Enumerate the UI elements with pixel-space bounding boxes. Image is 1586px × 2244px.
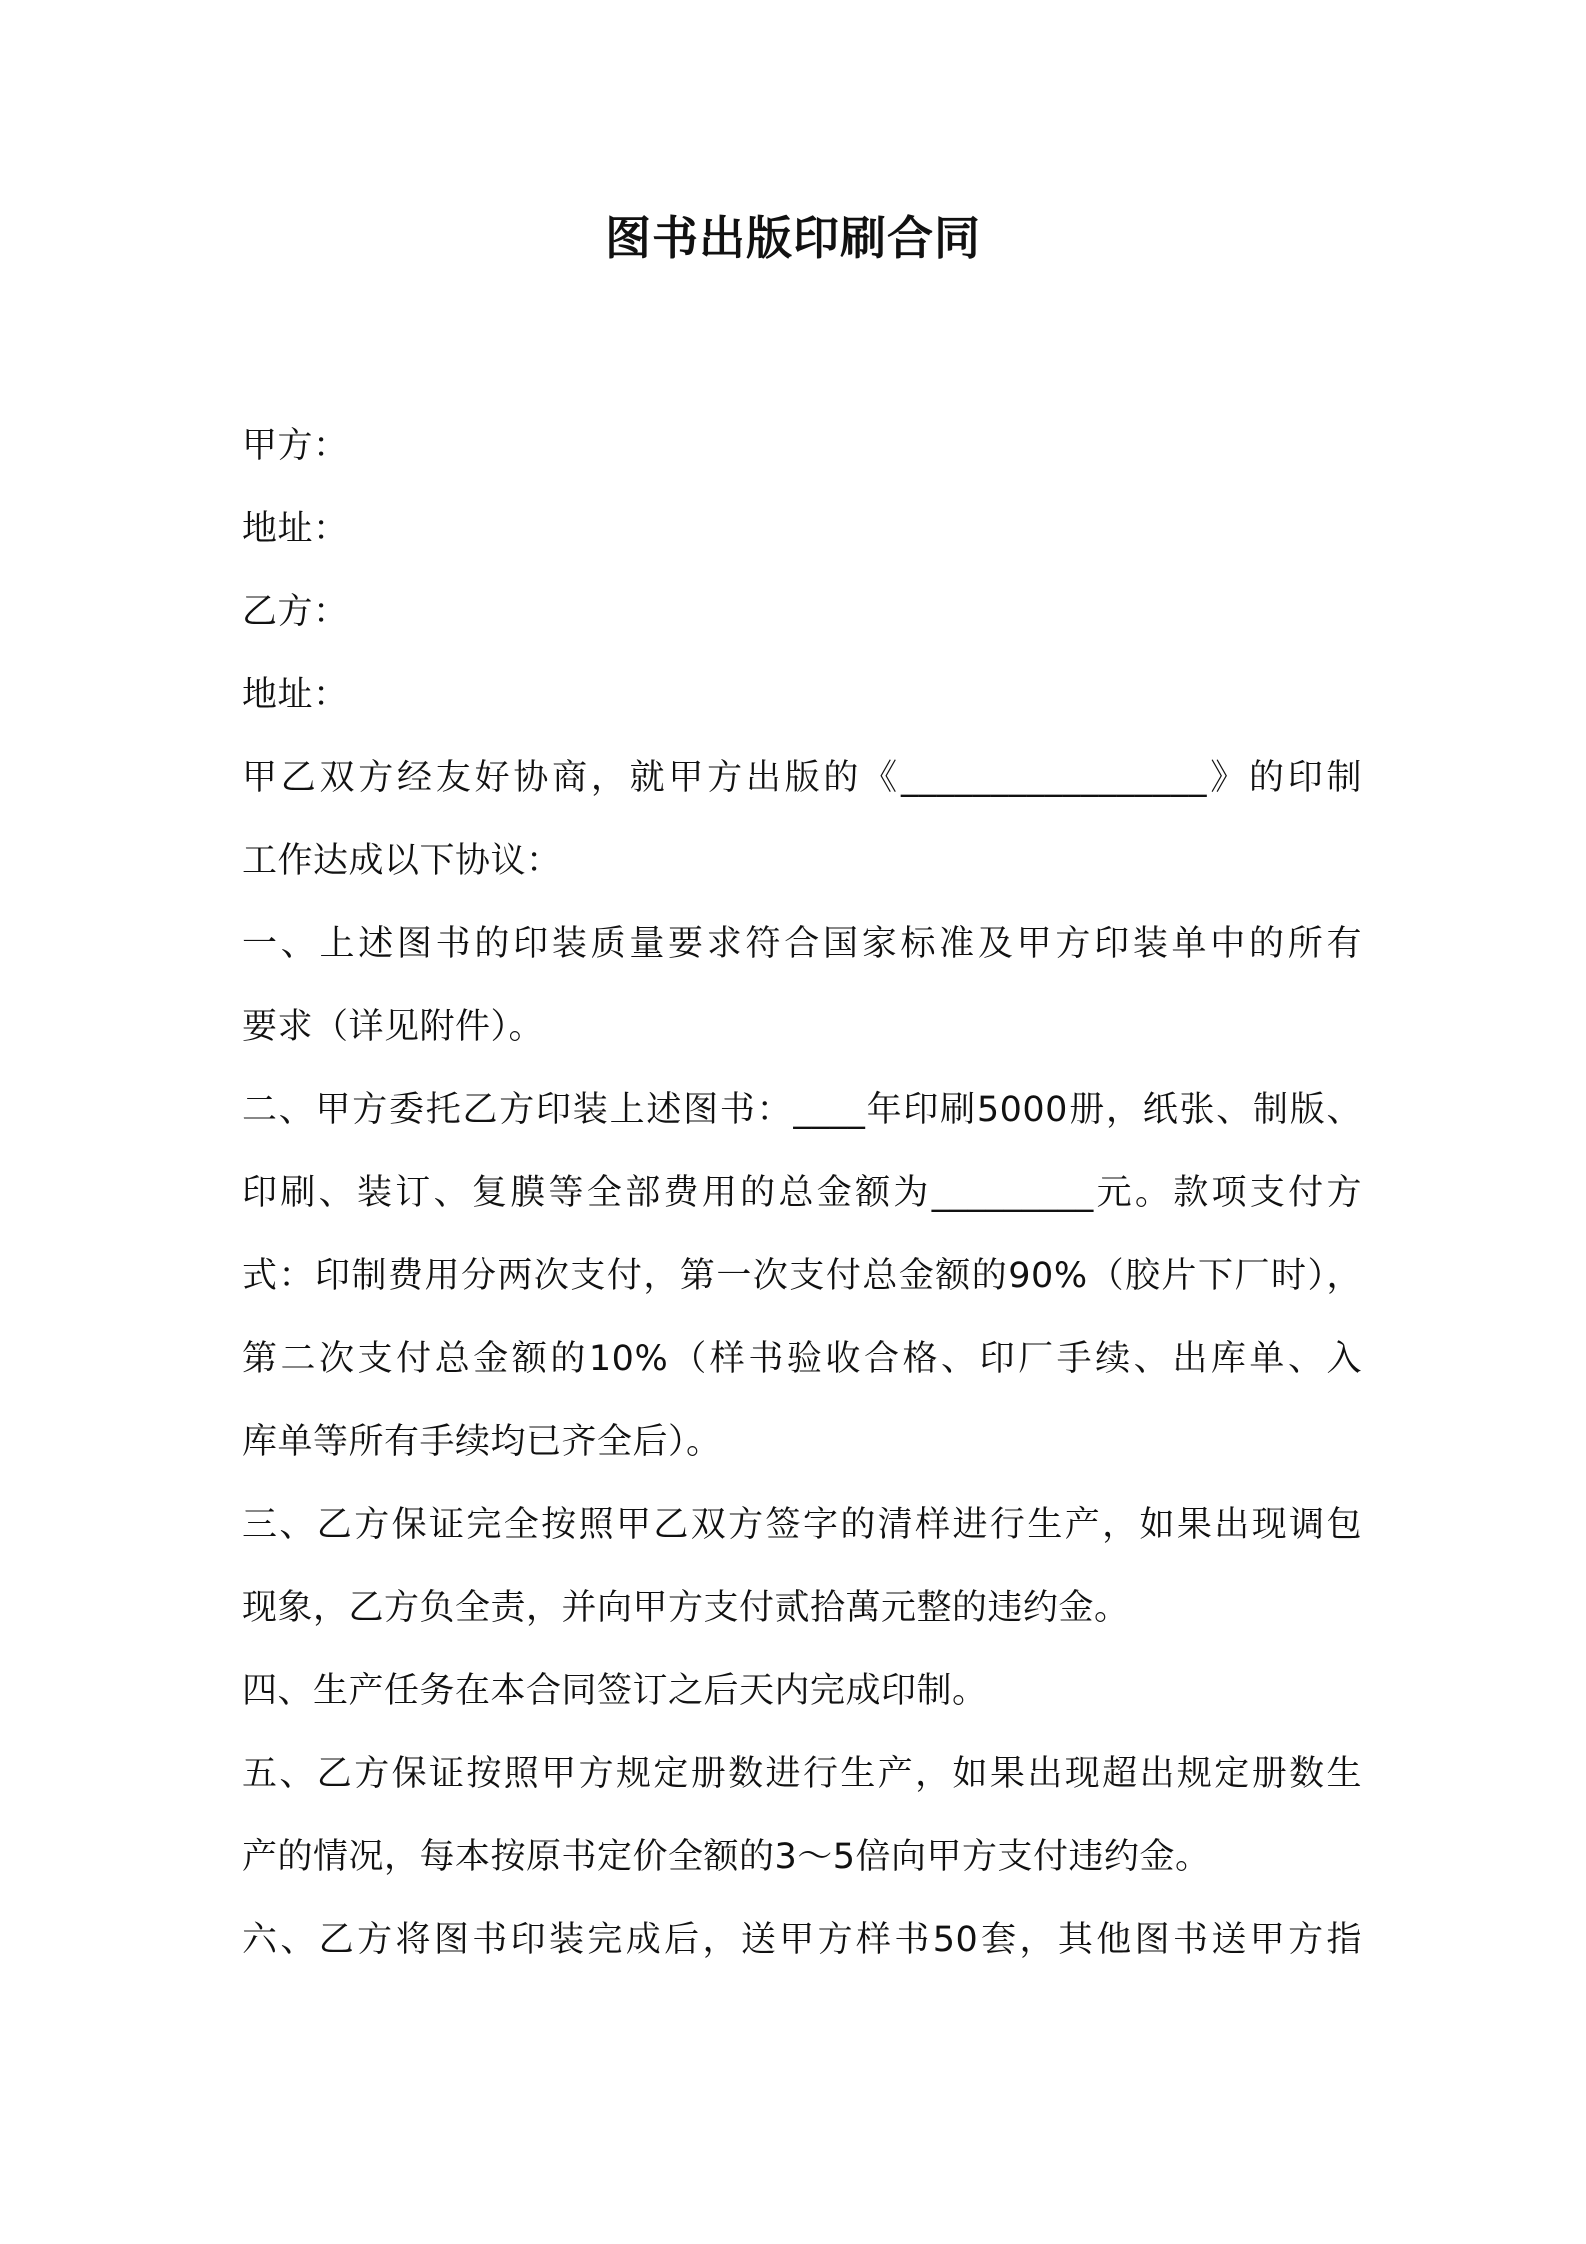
clause-2-line-3: 式：印制费用分两次支付，第一次支付总金额的90%（胶片下厂时）， [242,1256,1362,1296]
clause-5-line-1: 五、乙方保证按照甲方规定册数进行生产，如果出现超出规定册数生 [242,1754,1362,1794]
preamble-line-2: 工作达成以下协议： [242,841,562,881]
clause-3-line-1: 三、乙方保证完全按照甲乙双方签字的清样进行生产，如果出现调包 [242,1505,1362,1545]
clause-2-line-5: 库单等所有手续均已齐全后）。 [242,1422,722,1462]
contract-body [242,405,1362,1982]
party-b-address-label: 地址： [242,675,349,715]
clause-1-line-2: 要求（详见附件）。 [242,1007,545,1047]
party-a-label: 甲方： [242,426,349,466]
clause-3-line-2: 现象，乙方负全责，并向甲方支付贰拾萬元整的违约金。 [242,1588,1130,1628]
party-b-label: 乙方： [242,592,349,632]
clause-2-line-4: 第二次支付总金额的10%（样书验收合格、印厂手续、出库单、入 [242,1339,1362,1379]
preamble-line-1: 甲乙双方经友好协商，就甲方出版的《_________________》的印制 [242,758,1362,798]
clause-2-line-1: 二、甲方委托乙方印装上述图书：____年印刷5000册，纸张、制版、 [242,1090,1362,1130]
clause-4-line-1: 四、生产任务在本合同签订之后天内完成印制。 [242,1671,988,1711]
clause-5-line-2: 产的情况，每本按原书定价全额的3～5倍向甲方支付违约金。 [242,1837,1211,1877]
clause-1-line-1: 一、上述图书的印装质量要求符合国家标准及甲方印装单中的所有 [242,924,1362,964]
clause-6-line-1: 六、乙方将图书印装完成后，送甲方样书50套，其他图书送甲方指 [242,1920,1362,1960]
party-a-address-label: 地址： [242,509,349,549]
document-title: 图书出版印刷合同 [605,211,981,265]
clause-2-line-2: 印刷、装订、复膜等全部费用的总金额为_________元。款项支付方 [242,1173,1362,1213]
